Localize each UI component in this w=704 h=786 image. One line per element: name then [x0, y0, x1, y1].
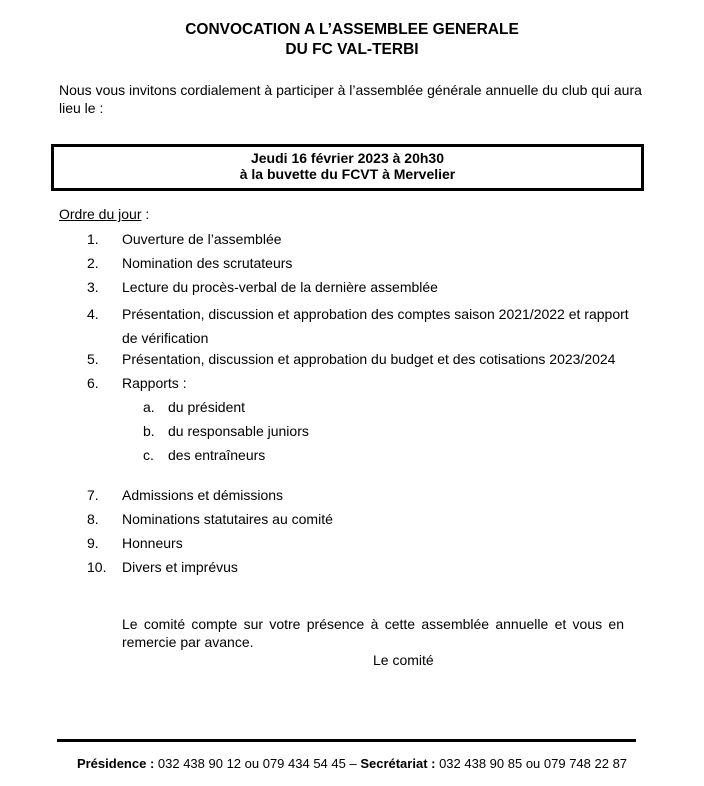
agenda-item-text: Présentation, discussion et approbation du budget et des cotisations 2023/2024	[122, 351, 616, 367]
agenda-item-number: 6.	[87, 375, 99, 391]
document-title	[0, 20, 704, 60]
meeting-box	[51, 144, 644, 191]
title-line-2: DU FC VAL-TERBI	[285, 41, 419, 58]
agenda-item-number: 8.	[87, 511, 99, 527]
report-item-letter: b.	[143, 423, 155, 439]
report-item-text: du président	[168, 399, 246, 415]
report-item-letter: c.	[143, 447, 154, 463]
agenda-item-number: 3.	[87, 279, 99, 295]
agenda-item-text: Divers et imprévus	[122, 559, 238, 575]
agenda-item-number: 7.	[87, 487, 99, 503]
agenda-item-number: 1.	[87, 231, 99, 247]
closing-paragraph: Le comité compte sur votre présence à cette assemblée annuelle et vous en remercie par avance.	[122, 616, 624, 650]
agenda-item-text: Nomination des scrutateurs	[122, 255, 293, 271]
agenda-item-number: 9.	[87, 535, 99, 551]
footer-contacts	[0, 756, 704, 772]
intro-paragraph: Nous vous invitons cordialement à participer à l’assemblée générale annuelle du club qui aura lieu le :	[59, 82, 642, 116]
agenda-item-text: Honneurs	[122, 535, 183, 551]
agenda-item-text: Ouverture de l’assemblée	[122, 231, 282, 247]
agenda-item-text: Rapports :	[122, 375, 187, 391]
agenda-heading	[59, 205, 149, 223]
meeting-place: à la buvette du FCVT à Mervelier	[239, 166, 456, 182]
agenda-heading-label: Ordre du jour	[59, 206, 142, 222]
agenda-item-text: Nominations statutaires au comité	[122, 511, 333, 527]
meeting-date: Jeudi 16 février 2023 à 20h30	[250, 150, 445, 166]
agenda-item-number: 5.	[87, 351, 99, 367]
title-line-1: CONVOCATION A L’ASSEMBLEE GENERALE	[185, 21, 519, 38]
agenda-item-text: Admissions et démissions	[122, 487, 284, 503]
agenda-item-number: 4.	[87, 306, 99, 322]
secretariat-label: Secrétariat :	[360, 756, 436, 771]
footer-divider	[57, 739, 636, 742]
report-item-text: du responsable juniors	[168, 423, 309, 439]
presidence-phones: 032 438 90 12 ou 079 434 54 45 –	[154, 756, 361, 771]
agenda-item-text: Présentation, discussion et approbation des comptes saison 2021/2022 et rapport de vérification	[122, 306, 629, 346]
agenda-item-text: Lecture du procès-verbal de la dernière assemblée	[122, 279, 438, 295]
report-item-text: des entraîneurs	[168, 447, 266, 463]
agenda-heading-colon: :	[141, 206, 150, 222]
signature: Le comité	[373, 652, 434, 668]
report-item-letter: a.	[143, 399, 155, 415]
secretariat-phones: 032 438 90 85 ou 079 748 22 87	[435, 756, 628, 771]
presidence-label: Présidence :	[76, 756, 155, 771]
agenda-item-number: 2.	[87, 255, 99, 271]
agenda-item-number: 10.	[87, 559, 107, 575]
